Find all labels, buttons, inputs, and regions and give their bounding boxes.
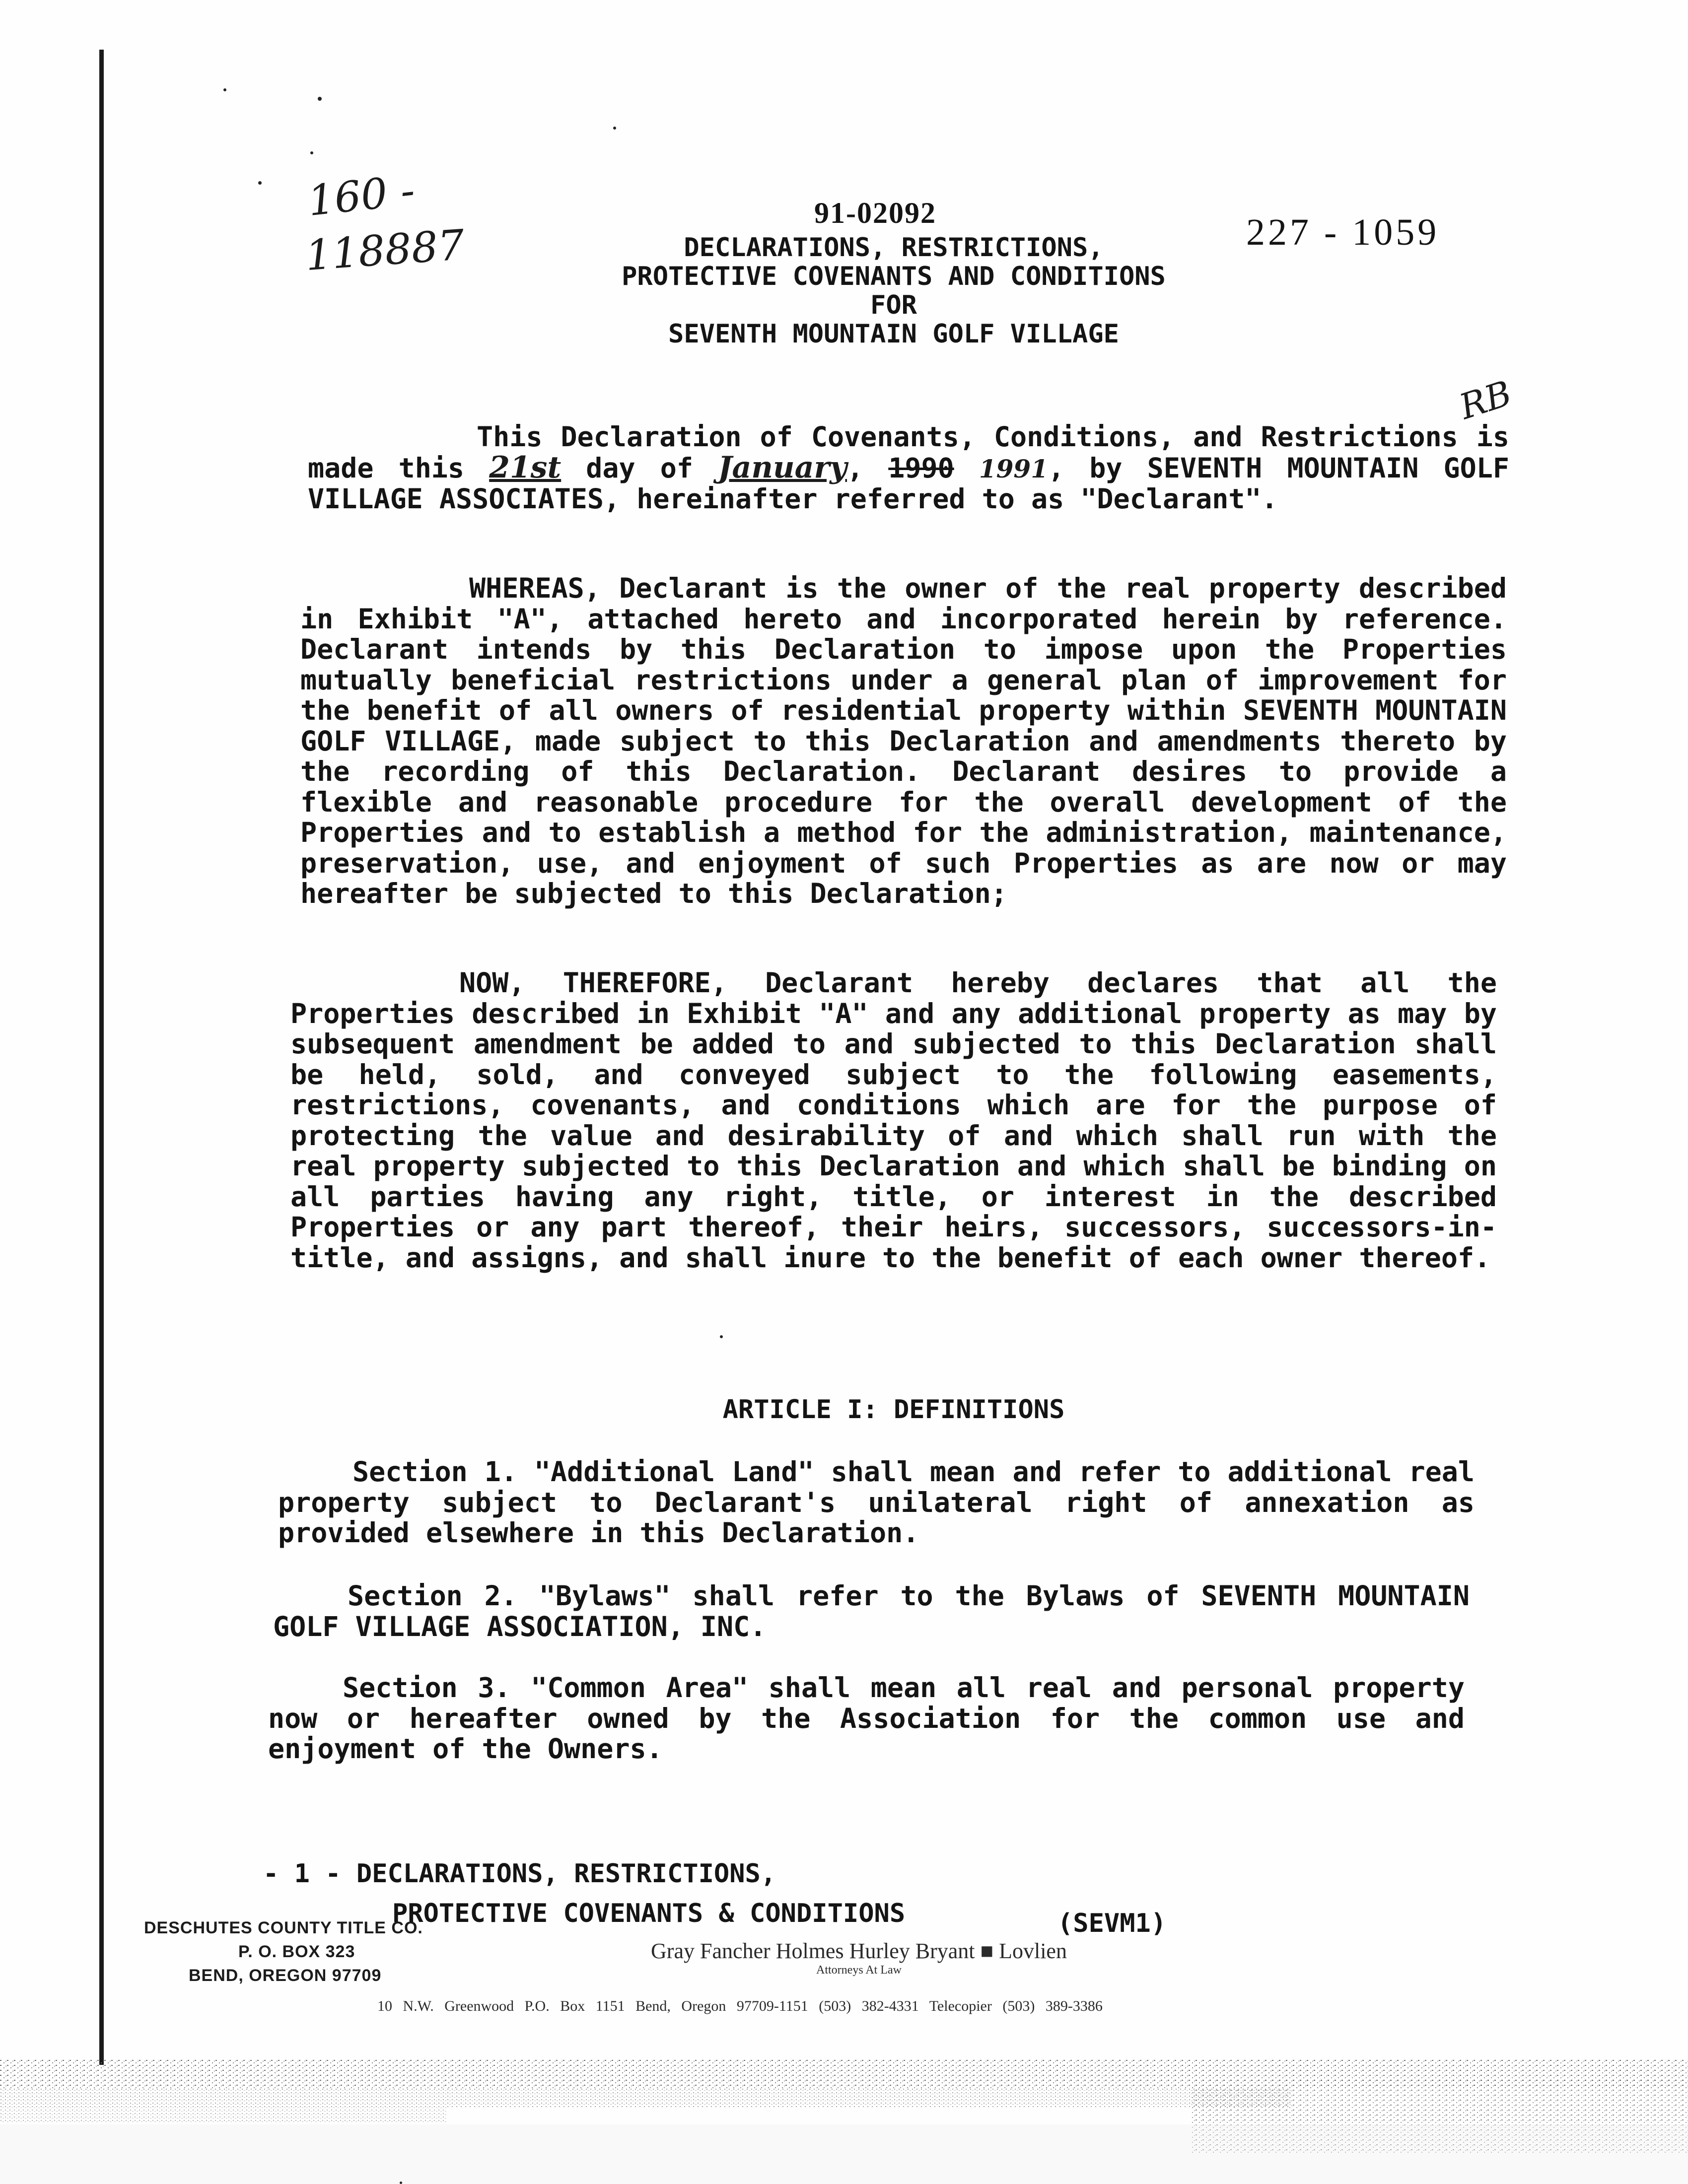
struck-year: 1990 [888, 452, 954, 484]
handwritten-number-bottom: 118887 [303, 220, 466, 280]
scan-speck [613, 127, 616, 130]
title-line-3: FOR [870, 290, 917, 320]
section-3 [268, 1673, 1465, 1765]
document-number-stamp: 91-02092 [814, 197, 936, 229]
intro-paragraph [308, 422, 1509, 515]
law-firm-address: 10 N.W. Greenwood P.O. Box 1151 Bend, Oregon 97709-1151 (503) 382-4331 Telecopier (503) 389-3386 [377, 1998, 1103, 2014]
book-page-stamp: 227 - 1059 [1246, 211, 1440, 253]
section-2 [273, 1581, 1470, 1642]
title-line-4: SEVENTH MOUNTAIN GOLF VILLAGE [668, 319, 1119, 349]
scan-left-edge-line [99, 50, 104, 2065]
footer-page-marker: - 1 - DECLARATIONS, RESTRICTIONS, [263, 1859, 776, 1889]
scan-speck [258, 181, 262, 185]
handwritten-number-top: 160 - [305, 166, 417, 225]
now-therefore-paragraph [290, 968, 1497, 1273]
handwritten-year: 1991 [979, 454, 1049, 483]
title-company-box: P. O. BOX 323 [238, 1942, 355, 1961]
intro-text-2: day of [561, 452, 718, 484]
footer-title-line-2: PROTECTIVE COVENANTS & CONDITIONS [392, 1899, 906, 1928]
title-line-2: PROTECTIVE COVENANTS AND CONDITIONS [622, 262, 1166, 291]
handwritten-initials: RB [1454, 372, 1517, 428]
scan-speck [400, 2182, 402, 2184]
intro-text-1: This Declaration of Covenants, Conditions, and Restrictions is made this [308, 421, 1509, 484]
whereas-text: WHEREAS, Declarant is the owner of the real property described in Exhibit "A", attached hereto and incorporated herein by reference. Declarant intends by this Declaration to impose upon the Properties mutually beneficial restrictions under a general plan of improvement for the benefit of all owners of residential property within SEVENTH MOUNTAIN GOLF VILLAGE, made subject to this Declaration and amendments thereto by the recording of this Declaration. Declarant desires to provide a flexible and reasonable procedure for the overall development of the Properties and to establish a method for the administration, maintenance, preservation, use, and enjoyment of such Properties as are now or may hereafter be subjected to this Declaration; [300, 572, 1507, 909]
section-2-text: Section 2. "Bylaws" shall refer to the Bylaws of SEVENTH MOUNTAIN GOLF VILLAGE ASSOCIATION, INC. [273, 1580, 1470, 1642]
document-title [496, 233, 1291, 348]
scan-speck [310, 151, 313, 154]
title-company-name: DESCHUTES COUNTY TITLE CO. [144, 1918, 423, 1937]
handwritten-day: 21st [489, 450, 562, 485]
title-line-1: DECLARATIONS, RESTRICTIONS, [684, 233, 1104, 263]
law-firm-letterhead [596, 1938, 1122, 1977]
title-company-city: BEND, OREGON 97709 [189, 1966, 382, 1985]
footer-document-code: (SEVM1) [1057, 1909, 1167, 1938]
now-therefore-text: NOW, THEREFORE, Declarant hereby declares that all the Properties described in Exhibit "A" and any additional property as may by subsequent amendment be added to and subjected to this Declaration shall be held, sold, and conveyed subject to the following easements, restrictions, covenants, and conditions which are for the purpose of protecting the value and desirability of and which shall run with the real property subjected to this Declaration and which shall be binding on all parties having any right, title, or interest in the described Properties or any part thereof, their heirs, successors, successors-in-title, and assigns, and shall inure to the benefit of each owner thereof. [290, 967, 1497, 1274]
scan-noise-band [0, 2050, 1688, 2184]
title-company-stamp [144, 1916, 423, 1987]
scan-speck [318, 97, 322, 101]
scan-speck [720, 1335, 723, 1338]
intro-text-4: , by SEVENTH MOUNTAIN GOLF VILLAGE ASSOCIATES, hereinafter referred to as "Declarant". [308, 452, 1510, 515]
section-1 [278, 1457, 1475, 1549]
article-heading: ARTICLE I: DEFINITIONS [722, 1395, 1065, 1425]
law-firm-name: Gray Fancher Holmes Hurley Bryant ■ Lovlien [651, 1939, 1067, 1963]
whereas-paragraph [300, 573, 1507, 909]
law-firm-subtitle: Attorneys At Law [816, 1964, 902, 1977]
intro-text-3: , [847, 452, 889, 484]
section-1-text: Section 1. "Additional Land" shall mean and refer to additional real property subject to Declarant's unilateral right of annexation as provided elsewhere in this Declaration. [278, 1456, 1475, 1549]
section-3-text: Section 3. "Common Area" shall mean all real and personal property now or hereafter owned by the Association for the common use and enjoyment of the Owners. [268, 1672, 1465, 1765]
scan-speck [223, 88, 226, 91]
handwritten-month: January [718, 450, 847, 485]
